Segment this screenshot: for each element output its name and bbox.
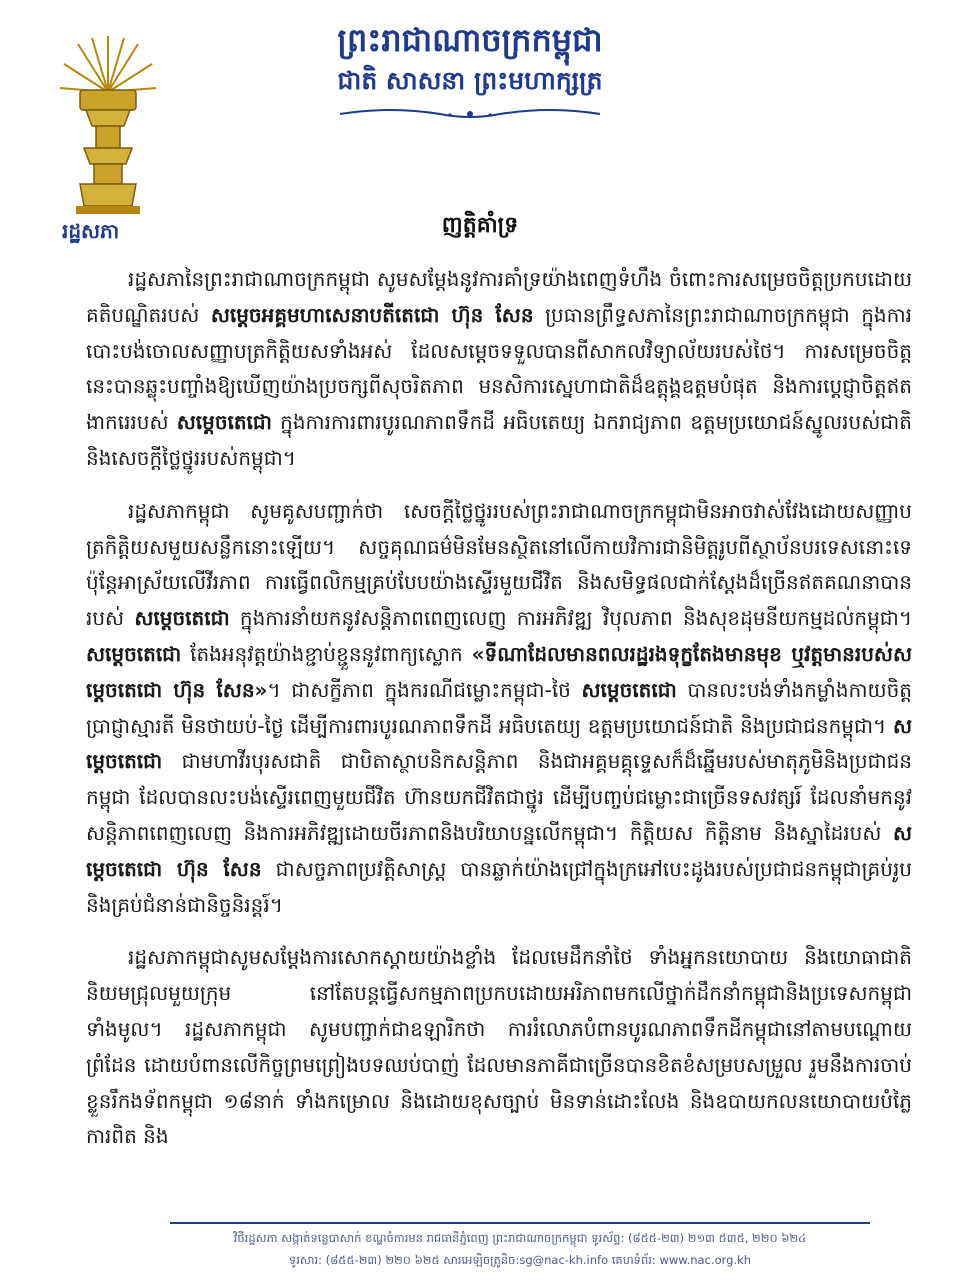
p1-text-2: ប្រធានព្រឹទ្ធសភានៃព្រះរាជាណាចក្រកម្ពុជា ក្នុងការបោះបង់ចោលសញ្ញាបត្រកិត្តិយសទាំងអស់ ដែលសម្តេចទទួលបានពីសាកលវិទ្យាល័យរបស់ថៃ។ ការសម្រេចចិត្តនេះបានឆ្លុះបញ្ចាំងឱ្យឃើញយ៉ាងប្រចក្សពីសុចរិតភាព មនសិការស្នេហាជាតិដ៏ឧត្តុង្គឧត្តមបំផុត និងការប្តេជ្ញាចិត្តឥតងាករេរបស់ <box>86 302 912 435</box>
document-body <box>86 262 912 1212</box>
p2-bold-1: សម្តេចតេជោ <box>134 606 230 631</box>
paragraph-1 <box>86 262 912 477</box>
p2-bold-3: «ទីណាដែលមានពលរដ្ឋរងទុក្ខតែងមានមុខ ឬវត្តមានរបស់សម្តេចតេជោ ហ៊ុន សែន» <box>86 641 912 702</box>
p3-text-1: រដ្ឋសភាកម្ពុជាសូមសម្តែងការសោកស្តាយយ៉ាងខ្លាំង ដែលមេដឹកនាំថៃ ទាំងអ្នកនយោបាយ និងយោធាជាតិនិយមជ្រុលមួយក្រុម នៅតែបន្តធ្វើសកម្មភាពប្រកបដោយអរិភាពមកលើថ្នាក់ដឹកនាំកម្ពុជានិងប្រទេសកម្ពុជាទាំងមូល។ រដ្ឋសភាកម្ពុជា សូមបញ្ជាក់ជាឧឡារិកថា ការរំលោភបំពានបូរណភាពទឹកដីកម្ពុជានៅតាមបណ្តោយព្រំដែន ដោយបំពានលើកិច្ចព្រមព្រៀងបទឈប់បាញ់ ដែលមានភាគីជាច្រើនបានខិតខំសម្របសម្រួល រួមនឹងការចាប់ខ្លួនរឹកងទ័ពកម្ពុជា ១៨នាក់ ទាំងកម្រោល និងដោយខុសច្បាប់ មិនទាន់ដោះលែង និងឧបាយកលនយោបាយបំភ្លៃការពិត និង <box>86 945 912 1149</box>
paragraph-2 <box>86 494 912 924</box>
ornament-divider <box>300 104 640 124</box>
document-title: ញត្តិគាំទ្រ <box>441 213 519 238</box>
p1-text-1: រដ្ឋសភានៃព្រះរាជាណាចក្រកម្ពុជា សូមសម្តែងនូវការគាំទ្រយ៉ាងពេញទំហឹង ចំពោះការសម្រេចចិត្តប្រកបដោយគតិបណ្ឌិតរបស់ <box>86 267 912 327</box>
p2-bold-5: សម្តេចតេជោ <box>86 713 912 774</box>
p2-bold-6: សម្តេចតេជោ ហ៊ុន សែន <box>86 820 912 881</box>
p1-text-3: ក្នុងការការពារបូរណភាពទឹកដី អធិបតេយ្យ ឯករាជ្យភាព ឧត្តមប្រយោជន៍ស្នូលរបស់ជាតិ និងសេចក្តីថ្លៃថ្នូររបស់កម្ពុជា។ <box>86 410 912 470</box>
p2-text-6: ជាមហាវីរបុរសជាតិ ជាបិតាស្ថាបនិកសន្តិភាព និងជាអគ្គមគ្គុទ្ទេសក៏ដ៏ឆ្នើមរបស់មាតុភូមិនិងប្រជាជនកម្ពុជា ដែលបានលះបង់ស្ទើរពេញមួយជីវិត ហ៊ានយកជីវិតជាថ្នូរ ដើម្បីបញ្ចប់ជម្លោះជាច្រើនទសវត្សរ៍ ដែលនាំមកនូវសន្តិភាពពេញលេញ និងការអភិវឌ្ឍដោយចីរភាពនិងបរិយាបន្នលើកម្ពុជា។ កិត្តិយស កិត្តិនាម និងស្នាដៃរបស់ <box>86 749 912 845</box>
p2-text-3: តែងអនុវត្តយ៉ាងខ្ជាប់ខ្ជួននូវពាក្យស្លោក <box>181 641 472 666</box>
p2-text-7: ជាសច្ចភាពប្រវត្តិសាស្ត្រ បានឆ្លាក់យ៉ាងជ្រៅក្នុងក្រអៅបេះដូងរបស់ប្រជាជនកម្ពុជាគ្រប់រូប និងគ្រប់ជំនាន់ជានិច្ចនិរន្តរ៍។ <box>86 856 912 917</box>
national-assembly-emblem-icon <box>58 30 158 216</box>
p1-bold-1: សម្តេចអគ្គមហាសេនាបតីតេជោ ហ៊ុន សែន <box>210 302 534 327</box>
paragraph-3 <box>86 940 912 1155</box>
footer-contact: ទូរសារ: (៨៥៥-២៣) ២២០ ៦២៥ សារអេឡិចត្រូនិច:sg@nac-kh.info គេហទំព័រ: www.nac.org.kh <box>288 1253 752 1267</box>
p2-bold-4: សម្តេចតេជោ <box>581 677 677 702</box>
national-motto: ជាតិ សាសនា ព្រះមហាក្សត្រ <box>337 66 603 95</box>
footer-divider <box>170 1222 870 1224</box>
p2-text-4: ។ ជាសក្ខីភាព ក្នុងករណីជម្លោះកម្ពុជា-ថៃ <box>267 677 582 702</box>
p2-text-1: រដ្ឋសភាកម្ពុជា សូមគូសបញ្ជាក់ថា សេចក្តីថ្លៃថ្នូររបស់ព្រះរាជាណាចក្រកម្ពុជាមិនអាចវាស់វែងដោយសញ្ញាបត្រកិត្តិយសមួយសន្លឹកនោះឡើយ។ សច្ចគុណធម៌មិនមែនស្ថិតនៅលើកាយវិការជានិមិត្តរូបពីស្ថាប័នបរទេសនោះទេ ប៉ុន្តែអាស្រ័យលើវីរភាព ការធ្វើពលិកម្មគ្រប់បែបយ៉ាងស្ទើរមួយជីវិត និងសមិទ្ធផលជាក់ស្តែងដ៏ច្រើនឥតគណនាបានរបស់ <box>86 498 912 631</box>
p1-bold-2: សម្តេចតេជោ <box>176 410 272 435</box>
footer-address: វិថីរដ្ឋសភា សង្កាត់ទន្លេបាសាក់ ខណ្ឌចំការមន រាជធានីភ្នំពេញ ព្រះរាជាណាចក្រកម្ពុជា ទូរស័ព្ទ: (៨៥៥-២៣) ២១៣ ៥៣៥, ២២០ ៦២៤ <box>233 1231 807 1245</box>
p2-text-2: ក្នុងការនាំយកនូវសន្តិភាពពេញលេញ ការអភិវឌ្ឍ វិបុលភាព និងសុខដុមនីយកម្មដល់កម្ពុជា។ <box>229 606 912 631</box>
p2-text-5: បានលះបង់ទាំងកម្លាំងកាយចិត្ត ប្រាជ្ញាស្មារតី មិនថាយប់-ថ្ងៃ ដើម្បីការពារបូរណភាពទឹកដី អធិបតេយ្យ ឧត្តមប្រយោជន៍ជាតិ និងប្រជាជនកម្ពុជា។ <box>86 677 912 738</box>
p2-bold-2: សម្តេចតេជោ <box>86 641 182 666</box>
organization-name: រដ្ឋសភា <box>62 219 120 243</box>
kingdom-title: ព្រះរាជាណាចក្រកម្ពុជា <box>337 21 603 59</box>
